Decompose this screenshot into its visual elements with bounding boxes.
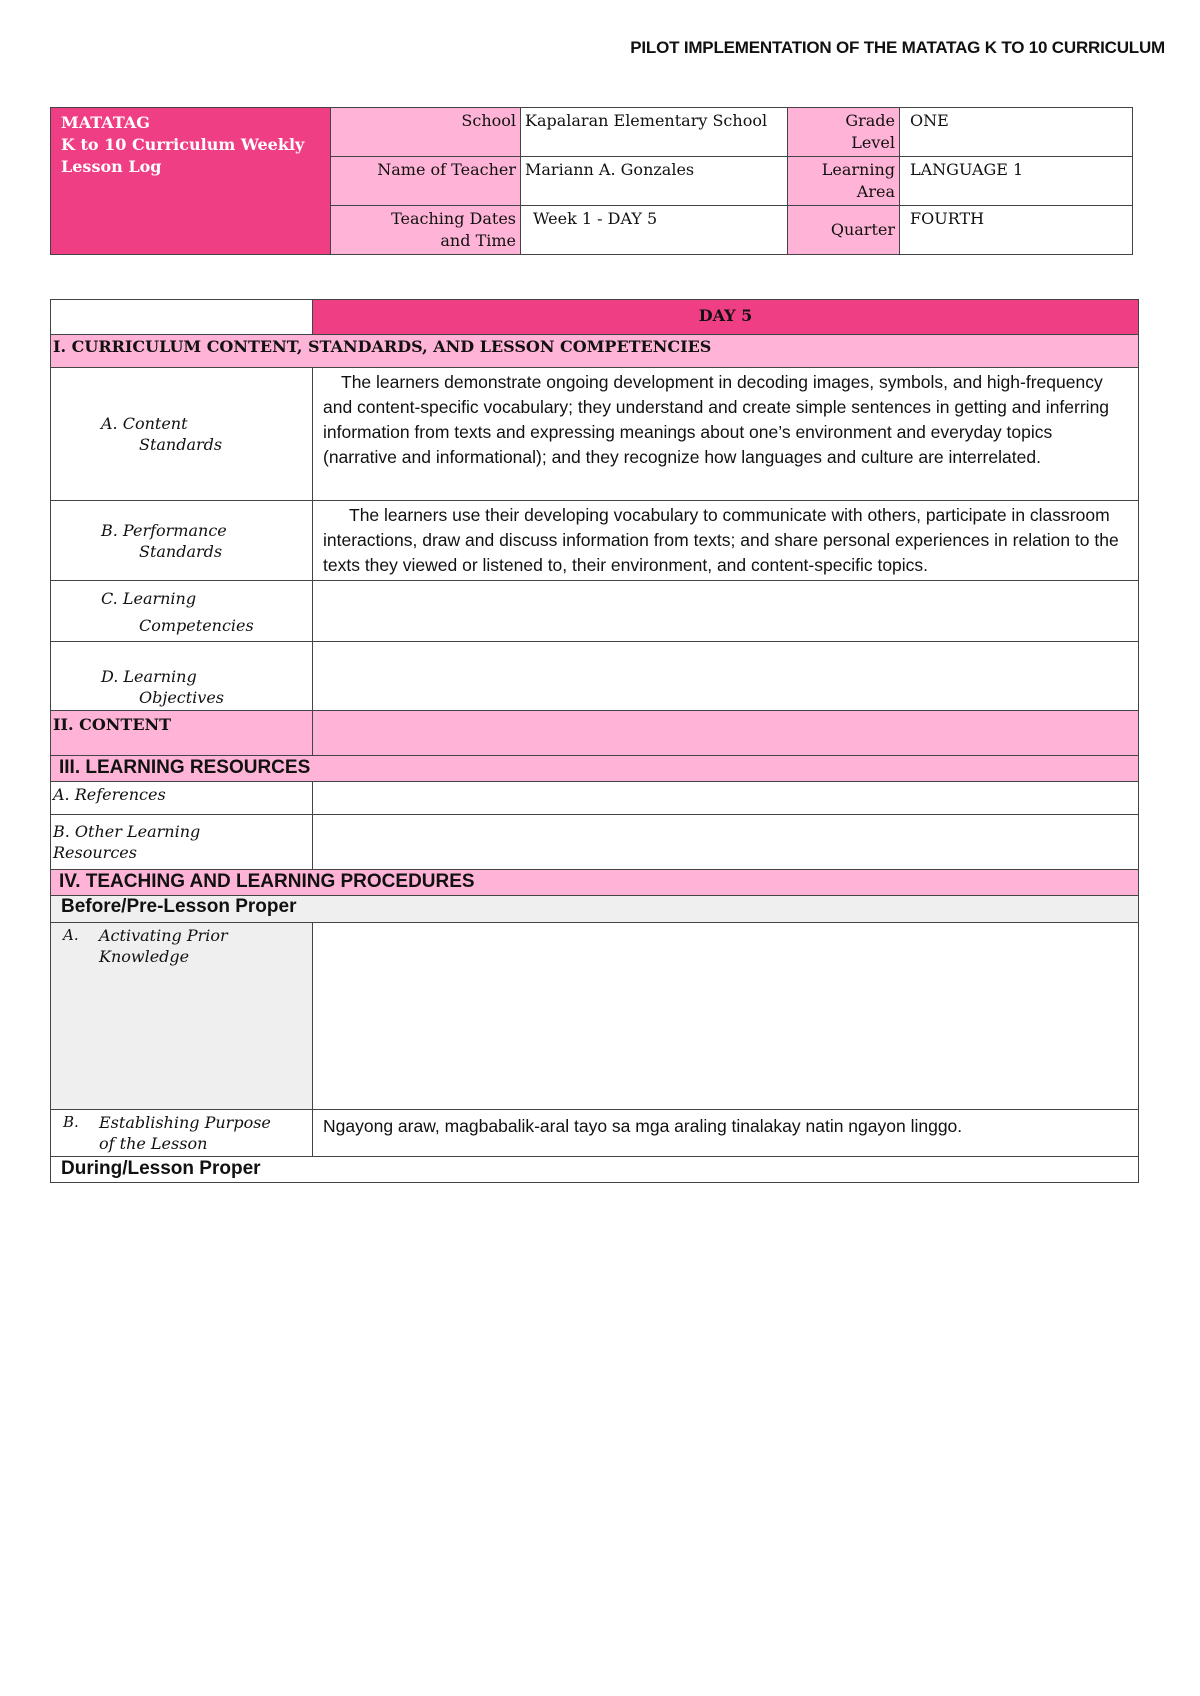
brand-line-1: MATATAG (61, 113, 150, 132)
page-header-title: PILOT IMPLEMENTATION OF THE MATATAG K TO 10 CURRICULUM (630, 38, 1165, 57)
during-lesson-title: During/Lesson Proper (51, 1157, 1139, 1183)
references-value (313, 782, 1139, 815)
content-standards-label (51, 368, 313, 501)
learning-competencies-label (51, 581, 313, 642)
learning-competencies-label-line-1: C. Learning (101, 589, 197, 608)
day-header-spacer (51, 300, 313, 335)
learning-area-label-line-2: Area (856, 182, 895, 201)
content-value (313, 711, 1139, 756)
quarter-value: FOURTH (900, 206, 1133, 255)
content-standards-label-line-1: A. Content (101, 414, 188, 433)
content-standards-text: The learners demonstrate ongoing development in decoding images, symbols, and high-frequency and content-specific vocabulary; they understand and create simple sentences in getting and inferring information from texts and expressing meanings about one’s environment and everyday topics (narrative and informational); and they recognize how languages and culture are interrelated. (313, 368, 1139, 501)
establishing-purpose-text: Ngayong araw, magbabalik-aral tayo sa mga araling tinalakay natin ngayon linggo. (313, 1110, 1139, 1157)
learning-competencies-label-line-2: Competencies (139, 616, 254, 635)
establishing-purpose-label (51, 1110, 313, 1157)
teaching-dates-label (331, 206, 521, 255)
learning-area-value: LANGUAGE 1 (900, 157, 1133, 206)
brand-block (51, 108, 331, 255)
teacher-label: Name of Teacher (331, 157, 521, 206)
brand-line-3: Lesson Log (61, 157, 162, 176)
activating-label-line-2: Knowledge (99, 947, 190, 966)
school-label: School (331, 108, 521, 157)
section-4-title: IV. TEACHING AND LEARNING PROCEDURES (51, 870, 1139, 896)
performance-standards-label-line-1: B. Performance (101, 520, 227, 540)
quarter-label: Quarter (788, 206, 900, 255)
learning-objectives-label (51, 642, 313, 711)
grade-value: ONE (900, 108, 1133, 157)
day-header: DAY 5 (313, 300, 1139, 335)
section-3-title: III. LEARNING RESOURCES (51, 756, 1139, 782)
references-label: A. References (51, 782, 313, 815)
lesson-info-table (50, 107, 1133, 255)
establishing-label-line-2: of the Lesson (99, 1134, 208, 1153)
grade-label-line-2: Level (851, 133, 895, 152)
learning-area-label-line-1: Learning (821, 160, 895, 179)
activating-label-row (55, 925, 308, 967)
learning-area-label (788, 157, 900, 206)
brand-line-2: K to 10 Curriculum Weekly (61, 135, 305, 154)
activating-letter: A. (63, 926, 79, 944)
learning-objectives-value (313, 642, 1139, 711)
other-resources-value (313, 815, 1139, 870)
other-resources-label-line-2: Resources (53, 843, 137, 862)
teacher-value: Mariann A. Gonzales (521, 157, 788, 206)
teaching-dates-label-line-1: Teaching Dates (391, 209, 516, 228)
grade-label-line-1: Grade (845, 111, 895, 130)
activating-prior-knowledge-value (313, 923, 1139, 1110)
learning-competencies-value (313, 581, 1139, 642)
establishing-label-line-1: Establishing Purpose (99, 1113, 271, 1132)
activating-label-text (99, 925, 228, 967)
other-resources-label-line-1: B. Other Learning (53, 822, 201, 841)
establishing-label-row (55, 1112, 308, 1154)
section-2-title: II. CONTENT (51, 711, 313, 756)
section-1-title: I. CURRICULUM CONTENT, STANDARDS, AND LESSON COMPETENCIES (51, 335, 1139, 368)
lesson-log-table (50, 299, 1139, 1183)
performance-standards-label (51, 501, 313, 581)
grade-label (788, 108, 900, 157)
activating-label-line-1: Activating Prior (99, 926, 228, 945)
before-lesson-title: Before/Pre-Lesson Proper (51, 896, 1139, 923)
establishing-letter: B. (63, 1113, 79, 1131)
teaching-dates-value: Week 1 - DAY 5 (521, 206, 788, 255)
school-value: Kapalaran Elementary School (521, 108, 788, 157)
performance-standards-label-line-2: Standards (139, 541, 223, 561)
activating-prior-knowledge-label (51, 923, 313, 1110)
performance-standards-text: The learners use their developing vocabulary to communicate with others, participate in classroom interactions, draw and discuss information from texts; and share personal experiences in relation to the texts they viewed or listened to, their environment, and content-specific topics. (313, 501, 1139, 581)
learning-objectives-label-line-2: Objectives (139, 688, 225, 707)
establishing-label-text (99, 1112, 271, 1154)
content-standards-label-line-2: Standards (139, 435, 223, 454)
other-resources-label (51, 815, 313, 870)
teaching-dates-label-line-2: and Time (440, 231, 516, 250)
learning-objectives-label-line-1: D. Learning (101, 667, 197, 686)
